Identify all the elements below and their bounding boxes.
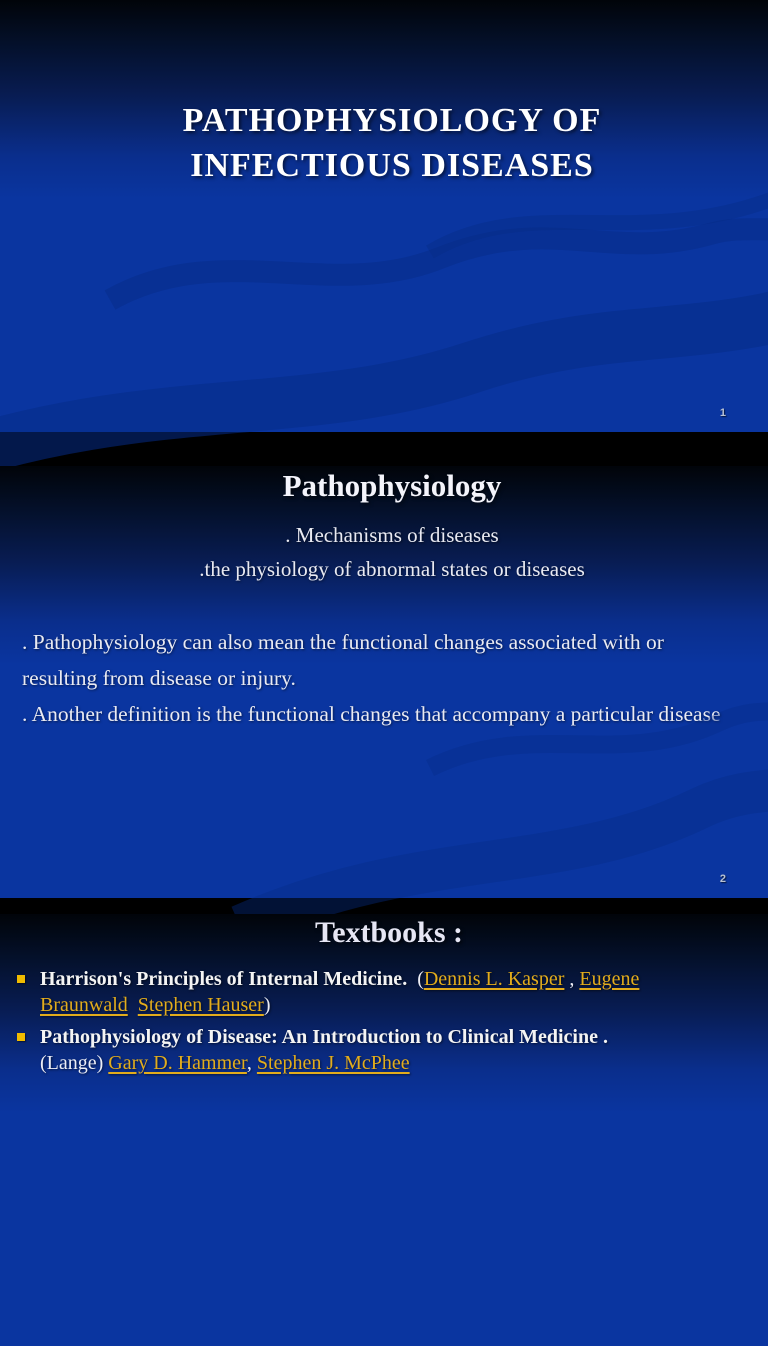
textbook-line bbox=[40, 1050, 750, 1076]
author-link-dennis-kasper[interactable]: Dennis L. Kasper bbox=[423, 968, 565, 990]
slide1-page-number: 1 bbox=[719, 407, 726, 419]
author-link-stephen-mcphee[interactable]: Stephen J. McPhee bbox=[256, 1052, 410, 1074]
comma-separator: , bbox=[246, 1052, 257, 1074]
lange-prefix: (Lange) bbox=[40, 1052, 109, 1074]
comma-separator: , bbox=[564, 968, 580, 990]
slide-1 bbox=[0, 0, 768, 432]
slide3-title: Textbooks : bbox=[314, 916, 464, 949]
author-link-eugene[interactable]: Eugene bbox=[579, 968, 640, 990]
textbook-title: Harrison's Principles of Internal Medicine. bbox=[40, 968, 408, 990]
slide1-title-line1: PATHOPHYSIOLOGY OF bbox=[182, 102, 602, 139]
textbook-line bbox=[40, 1024, 750, 1050]
slide2-paragraph-1: . Pathophysiology can also mean the functional changes associated with or resulting from disease or injury. bbox=[22, 630, 670, 690]
author-link-gary-hammer[interactable]: Gary D. Hammer bbox=[108, 1052, 247, 1074]
author-link-stephen-hauser[interactable]: Stephen Hauser bbox=[137, 994, 264, 1016]
slide3-textbook-list bbox=[0, 966, 768, 1076]
slide2-subline-2: .the physiology of abnormal states or diseases bbox=[199, 557, 585, 581]
textbook-item-harrisons bbox=[0, 966, 768, 1018]
textbook-line bbox=[40, 966, 750, 992]
slide1-title-line2: INFECTIOUS DISEASES bbox=[190, 147, 594, 184]
slide-3 bbox=[0, 914, 768, 1346]
paren-close: ) bbox=[263, 994, 271, 1016]
slide2-body bbox=[0, 624, 732, 732]
textbook-title: Pathophysiology of Disease: An Introduction to Clinical Medicine . bbox=[40, 1026, 608, 1048]
textbook-item-pathophysiology-of-disease bbox=[0, 1024, 768, 1076]
slide2-title: Pathophysiology bbox=[282, 468, 502, 503]
slide2-subline-1: . Mechanisms of diseases bbox=[285, 523, 499, 547]
bullet-square-icon bbox=[17, 975, 25, 983]
slide-2 bbox=[0, 466, 768, 898]
slide2-paragraph-2: . Another definition is the functional changes that accompany a particular disease bbox=[22, 702, 721, 726]
paren-open: ( bbox=[407, 968, 424, 990]
textbook-line bbox=[40, 992, 750, 1018]
slide2-page-number: 2 bbox=[719, 873, 726, 885]
author-link-braunwald[interactable]: Braunwald bbox=[40, 994, 128, 1016]
gap bbox=[128, 994, 138, 1016]
slide1-title bbox=[0, 0, 768, 188]
bullet-square-icon bbox=[17, 1033, 25, 1041]
